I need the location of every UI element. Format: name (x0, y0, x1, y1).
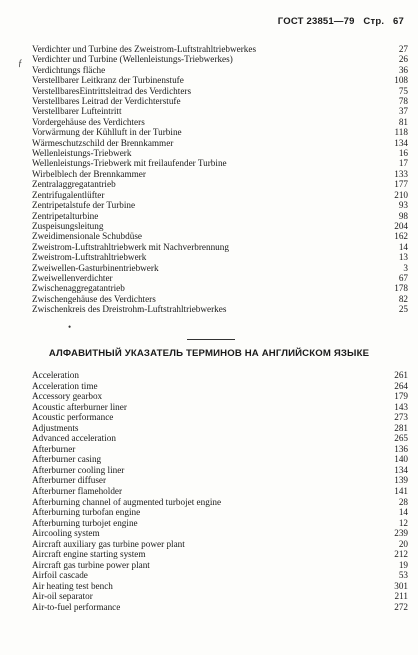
index-entry (32, 486, 408, 497)
index-entry (32, 106, 408, 116)
index-term: Afterburner diffuser (32, 475, 107, 486)
standard-number: ГОСТ 23851—79 (277, 16, 355, 27)
index-term-number: 265 (394, 433, 408, 444)
english-index-title: АЛФАВИТНЫЙ УКАЗАТЕЛЬ ТЕРМИНОВ НА АНГЛИЙСКОМ ЯЗЫКЕ (48, 348, 370, 359)
index-entry (32, 560, 408, 571)
index-term-number: 212 (394, 549, 408, 560)
index-term-number: 98 (398, 210, 408, 221)
index-entry (32, 54, 408, 64)
page-header (272, 16, 404, 27)
index-entry (32, 221, 408, 231)
index-term-number: 239 (394, 528, 408, 539)
index-entry (32, 148, 408, 158)
index-term: Zweidimensionale Schubdüse (32, 231, 142, 242)
index-term: Air-to-fuel performance (32, 602, 121, 613)
index-term: Verstellbarer Leitkranz der Turbinenstufe (32, 75, 184, 86)
index-term-number: 261 (394, 370, 408, 380)
section-divider (187, 339, 235, 340)
index-term-number: 36 (398, 64, 408, 75)
german-index-list (32, 44, 408, 315)
index-term: Zentrifugalentlüfter (32, 189, 105, 200)
index-entry (32, 539, 408, 550)
index-entry (32, 454, 408, 465)
index-entry (32, 381, 408, 392)
index-term: Zwischengehäuse des Verdichters (32, 293, 156, 304)
index-term-number: 273 (394, 412, 408, 423)
index-term-number: 136 (394, 443, 408, 454)
index-entry (32, 211, 408, 221)
index-term: Acoustic afterburner liner (32, 401, 127, 412)
index-entry (32, 190, 408, 200)
index-term-number: 16 (398, 148, 408, 159)
index-term-number: 25 (398, 304, 408, 315)
index-term-number: 28 (398, 496, 408, 507)
index-term-number: 75 (398, 85, 408, 96)
index-term: Afterburner flameholder (32, 486, 123, 497)
index-term-number: 134 (394, 137, 408, 148)
index-entry (32, 273, 408, 283)
index-term: Aircooling system (32, 528, 100, 539)
index-entry (32, 117, 408, 127)
index-term-number: 27 (398, 44, 408, 54)
index-term: Advanced acceleration (32, 433, 116, 444)
index-term-number: 204 (394, 220, 408, 231)
index-entry (32, 138, 408, 148)
english-index-list (32, 370, 408, 613)
index-entry (32, 591, 408, 602)
index-term: Verdichtungs fläche (32, 64, 106, 75)
index-term-number: 143 (394, 401, 408, 412)
index-entry (32, 158, 408, 168)
index-term-number: 81 (398, 116, 408, 127)
index-term: Zweiwellen-Gasturbinentriebwerk (32, 262, 159, 273)
index-entry (32, 294, 408, 304)
index-term-number: 211 (394, 591, 408, 602)
index-term: Wirbelblech der Brennkammer (32, 168, 146, 179)
index-term: Acoustic performance (32, 412, 114, 423)
index-term-number: 3 (403, 262, 408, 273)
index-term: Wellenleistungs-Triebwerk (32, 148, 132, 159)
index-term: Zentralaggregatantrieb (32, 179, 116, 190)
index-entry (32, 75, 408, 85)
index-term: Wellenleistungs-Triebwerk mit freilaufender Turbine (32, 158, 227, 169)
index-term-number: 14 (398, 507, 408, 518)
index-term-number: 20 (398, 538, 408, 549)
index-term-number: 13 (398, 252, 408, 263)
index-term: Zwischenaggregatantrieb (32, 283, 125, 294)
scan-dot: • (68, 322, 72, 332)
index-term-number: 139 (394, 475, 408, 486)
index-term: Zwischenkreis des Dreistrohm-Luftstrahltriebwerkes (32, 304, 227, 315)
index-term: Acceleration (32, 370, 79, 380)
index-term-number: 17 (398, 158, 408, 169)
index-entry (32, 86, 408, 96)
index-term-number: 133 (394, 168, 408, 179)
index-entry (32, 475, 408, 486)
index-term-number: 301 (394, 580, 408, 591)
index-entry (32, 528, 408, 539)
index-term: Vordergehäuse des Verdichters (32, 116, 145, 127)
index-entry (32, 433, 408, 444)
index-term: Adjustments (32, 422, 79, 433)
index-entry (32, 65, 408, 75)
page-label: Стр. (363, 16, 385, 27)
index-term-number: 179 (394, 391, 408, 402)
index-entry (32, 242, 408, 252)
index-term-number: 162 (394, 231, 408, 242)
index-entry (32, 44, 408, 54)
index-term-number: 19 (398, 559, 408, 570)
index-entry (32, 231, 408, 241)
index-term: Zweistrom-Luftstrahltriebwerk mit Nachverbrennung (32, 241, 229, 252)
index-entry (32, 507, 408, 518)
index-entry (32, 96, 408, 106)
index-term-number: 37 (398, 106, 408, 117)
index-entry (32, 127, 408, 137)
index-term: Afterburning turbojet engine (32, 517, 138, 528)
index-term: Afterburner cooling liner (32, 464, 125, 475)
index-term: Zentripetalturbine (32, 210, 99, 221)
index-term-number: 93 (398, 200, 408, 211)
index-term-number: 210 (394, 189, 408, 200)
index-term: Aircraft engine starting system (32, 549, 146, 560)
index-term: Verstellbarer Lufteintritt (32, 106, 122, 117)
index-term: Acceleration time (32, 380, 98, 391)
index-term: Verdichter und Turbine des Zweistrom-Luftstrahltriebwerkes (32, 44, 257, 54)
index-term-number: 108 (394, 75, 408, 86)
index-term-number: 140 (394, 454, 408, 465)
index-term-number: 177 (394, 179, 408, 190)
index-entry (32, 412, 408, 423)
margin-mark: ƒ (18, 58, 23, 68)
index-entry (32, 423, 408, 434)
index-term-number: 118 (394, 127, 408, 138)
index-term: Afterburner (32, 443, 76, 454)
index-entry (32, 549, 408, 560)
index-term: Aircraft auxiliary gas turbine power plant (32, 538, 185, 549)
index-entry (32, 263, 408, 273)
index-term: Vorwärmung der Kühlluft in der Turbine (32, 127, 182, 138)
index-term: Air-oil separator (32, 591, 93, 602)
index-term-number: 281 (394, 422, 408, 433)
index-entry (32, 570, 408, 581)
index-term: Afterburner casing (32, 454, 102, 465)
index-term-number: 53 (398, 570, 408, 581)
index-entry (32, 465, 408, 476)
index-term-number: 14 (398, 241, 408, 252)
index-term-number: 264 (394, 380, 408, 391)
index-entry (32, 370, 408, 381)
index-entry (32, 602, 408, 613)
index-entry (32, 304, 408, 314)
index-term-number: 26 (398, 54, 408, 65)
index-term: Zentripetalstufe der Turbine (32, 200, 136, 211)
index-term: Accessory gearbox (32, 391, 103, 402)
index-term: Air heating test bench (32, 580, 113, 591)
index-entry (32, 169, 408, 179)
index-term-number: 178 (394, 283, 408, 294)
index-entry (32, 179, 408, 189)
index-entry (32, 444, 408, 455)
index-term: Aircraft gas turbine power plant (32, 559, 150, 570)
index-term-number: 12 (398, 517, 408, 528)
page-number: 67 (393, 16, 404, 27)
index-term-number: 78 (398, 96, 408, 107)
index-entry (32, 518, 408, 529)
index-term: Zweistrom-Luftstrahltriebwerk (32, 252, 147, 263)
index-term: Airfoil cascade (32, 570, 88, 581)
index-entry (32, 283, 408, 293)
index-entry (32, 391, 408, 402)
index-term-number: 82 (398, 293, 408, 304)
index-term: Wärmeschutzschild der Brennkammer (32, 137, 174, 148)
index-entry (32, 581, 408, 592)
index-term: VerstellbaresEintrittsleitrad des Verdichters (32, 85, 192, 96)
index-term: Zuspeisungsleitung (32, 220, 104, 231)
index-term: Afterburning turbofan engine (32, 507, 141, 518)
index-entry (32, 200, 408, 210)
index-term-number: 134 (394, 464, 408, 475)
index-term: Verstellbares Leitrad der Verdichterstufe (32, 96, 181, 107)
index-term-number: 141 (394, 486, 408, 497)
index-term: Afterburning channel of augmented turbojet engine (32, 496, 222, 507)
index-term-number: 67 (398, 272, 408, 283)
index-entry (32, 402, 408, 413)
index-term-number: 272 (394, 602, 408, 613)
index-entry (32, 497, 408, 508)
index-term: Zweiwellenverdichter (32, 272, 113, 283)
index-entry (32, 252, 408, 262)
index-term: Verdichter und Turbine (Wellenleistungs-Triebwerkes) (32, 54, 233, 65)
